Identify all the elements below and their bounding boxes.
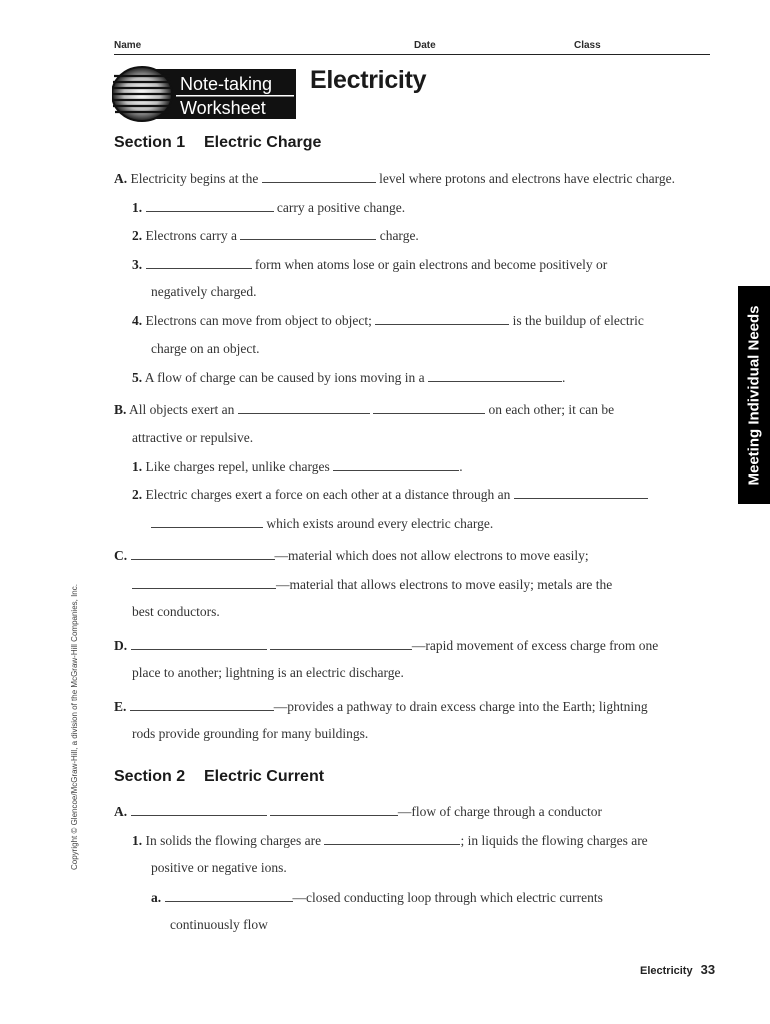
- line-s1-b1: 1. Like charges repel, unlike charges .: [132, 459, 463, 474]
- date-label: Date: [414, 40, 436, 51]
- badge-line2: Worksheet: [180, 98, 266, 118]
- page-footer: [640, 962, 715, 977]
- class-label: Class: [574, 40, 601, 51]
- line-s1-c: C. —material which does not allow electrons to move easily;: [114, 548, 589, 563]
- line-s2-a: A. —flow of charge through a conductor: [114, 804, 602, 819]
- page-number: 33: [700, 962, 716, 977]
- line-s1-a2: 2. Electrons carry a charge.: [132, 228, 419, 243]
- line-s1-d: D. —rapid movement of excess charge from one: [114, 638, 659, 653]
- line-s2-a1a-cont: continuously flow: [170, 917, 268, 932]
- section-1-heading: Section 1 Electric Charge: [114, 134, 322, 151]
- line-s2-a1: 1. In solids the flowing charges are ; in liquids the flowing charges are: [132, 833, 648, 848]
- line-s1-a1: 1. carry a positive change.: [132, 200, 406, 215]
- line-s1-a5: 5. A flow of charge can be caused by ions moving in a .: [132, 370, 566, 385]
- line-s2-a1a: a. —closed conducting loop through which electric currents: [151, 890, 603, 905]
- section-2-heading: Section 2 Electric Current: [114, 768, 325, 785]
- line-s1-c-cont: —material that allows electrons to move easily; metals are the: [132, 576, 612, 593]
- line-s1-b2: 2. Electric charges exert a force on each other at a distance through an: [132, 486, 648, 503]
- side-tab: Meeting Individual Needs: [738, 286, 770, 504]
- line-s1-b-cont: attractive or repulsive.: [132, 430, 254, 445]
- name-date-class-header: [114, 40, 710, 55]
- line-s1-a4-cont: charge on an object.: [151, 341, 260, 356]
- line-s1-a: A. Electricity begins at the level where protons and electrons have electric charge.: [114, 171, 675, 186]
- line-s1-e-cont: rods provide grounding for many buildings.: [132, 726, 369, 741]
- footer-label: Electricity: [640, 965, 693, 977]
- line-s1-a4: 4. Electrons can move from object to object; is the buildup of electric: [132, 313, 644, 328]
- line-s1-b2-cont: which exists around every electric charge.: [151, 515, 493, 532]
- line-s2-a1-cont: positive or negative ions.: [151, 860, 287, 875]
- badge-line1: Note-taking: [180, 74, 273, 94]
- line-s1-d-cont: place to another; lightning is an electric discharge.: [132, 665, 404, 680]
- line-s1-a3: 3. form when atoms lose or gain electrons and become positively or: [132, 257, 608, 272]
- name-label: Name: [114, 40, 142, 51]
- line-s1-c-cont2: best conductors.: [132, 604, 220, 619]
- page-title: Electricity: [310, 66, 427, 94]
- copyright-notice: Copyright © Glencoe/McGraw-Hill, a division of the McGraw-Hill Companies, Inc.: [70, 584, 79, 870]
- line-s1-b: B. All objects exert an on each other; it can be: [114, 402, 615, 417]
- line-s1-a3-cont: negatively charged.: [151, 284, 257, 299]
- note-taking-badge: [112, 66, 302, 122]
- line-s1-e: E. —provides a pathway to drain excess charge into the Earth; lightning: [114, 699, 648, 714]
